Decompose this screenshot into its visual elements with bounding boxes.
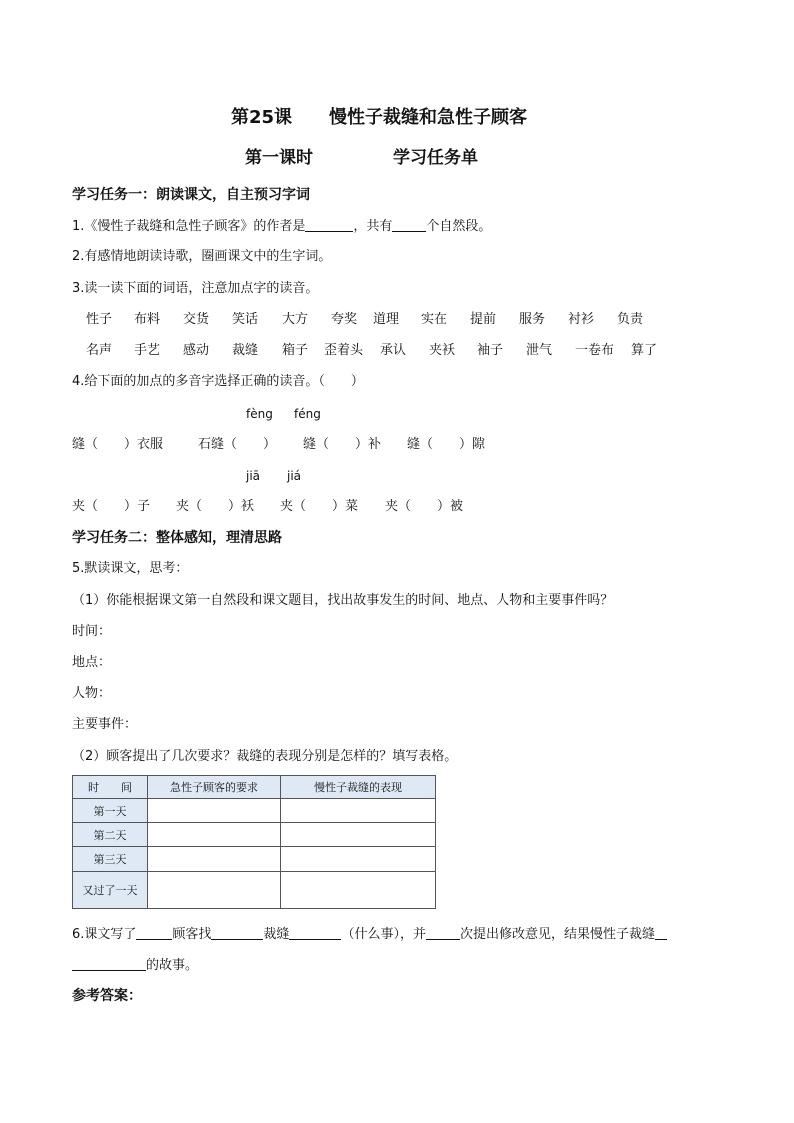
- jia-item: 夹（ ）被: [385, 499, 464, 514]
- table-cell-tailor[interactable]: [281, 872, 436, 909]
- pinyin-feng-4: fèng: [246, 407, 273, 421]
- q6-blank-5a[interactable]: [655, 925, 667, 940]
- table-row-label: 第一天: [73, 799, 148, 823]
- q6-text-a: 6.课文写了: [72, 927, 137, 942]
- q6-text-b: 顾客找: [172, 927, 212, 942]
- jia-item: 夹（ ）菜: [280, 499, 359, 514]
- q6-text-e: 次提出修改意见，结果慢性子裁缝: [459, 927, 655, 942]
- table-cell-customer[interactable]: [148, 799, 281, 823]
- field-time: 时间：: [72, 624, 112, 639]
- q6-blank-3[interactable]: [289, 925, 341, 940]
- vocab-word: 手艺: [134, 343, 161, 358]
- question-3: 3.读一读下面的词语，注意加点字的读音。: [72, 281, 319, 296]
- field-place: 地点：: [72, 655, 112, 670]
- table-header-tailor: 慢性子裁缝的表现: [281, 776, 436, 799]
- vocab-word: 算了: [631, 343, 658, 358]
- vocab-word: 负责: [617, 312, 644, 327]
- vocab-word: 歪着头: [324, 343, 364, 358]
- field-event: 主要事件：: [72, 717, 138, 732]
- vocab-word: 夹袄: [429, 343, 456, 358]
- vocab-word: 箱子: [282, 343, 309, 358]
- question-5-2: （2）顾客提出了几次要求？裁缝的表现分别是怎样的？填写表格。: [72, 749, 458, 764]
- field-people: 人物：: [72, 686, 112, 701]
- vocab-word: 承认: [380, 343, 407, 358]
- question-1: [72, 217, 491, 236]
- q1-text-a: 1.《慢性子裁缝和急性子顾客》的作者是: [72, 219, 306, 234]
- lesson-number: 第25课: [231, 107, 293, 128]
- q6-blank-4[interactable]: [426, 925, 460, 940]
- vocab-word: 布料: [134, 312, 161, 327]
- q1-text-c: 个自然段。: [426, 219, 492, 234]
- lesson-title: 慢性子裁缝和急性子顾客: [329, 107, 527, 128]
- vocab-word: 交货: [183, 312, 210, 327]
- q6-blank-1[interactable]: [136, 925, 172, 940]
- vocab-word: 性子: [86, 312, 113, 327]
- table-cell-tailor[interactable]: [281, 823, 436, 847]
- q1-blank-count[interactable]: [392, 217, 426, 232]
- table-cell-customer[interactable]: [148, 847, 281, 872]
- feng-item: 缝（ ）补: [303, 437, 382, 452]
- pinyin-jia-2: jiá: [287, 469, 302, 483]
- feng-item: 缝（ ）隙: [407, 437, 486, 452]
- vocab-word: 一卷布: [575, 343, 615, 358]
- question-4: 4.给下面的加点的多音字选择正确的读音。（ ）: [72, 374, 364, 389]
- q6-text-f: 的故事。: [146, 958, 199, 973]
- table-header-time: 时 间: [73, 776, 148, 799]
- vocab-word: 服务: [519, 312, 546, 327]
- vocab-word: 袖子: [477, 343, 504, 358]
- table-row-label: 又过了一天: [73, 872, 148, 909]
- jia-item: 夹（ ）袄: [176, 499, 255, 514]
- question-5-1: （1）你能根据课文第一自然段和课文题目，找出故事发生的时间、地点、人物和主要事件吗？: [72, 593, 614, 608]
- vocab-word: 感动: [183, 343, 210, 358]
- table-cell-tailor[interactable]: [281, 799, 436, 823]
- vocab-word: 衬衫: [568, 312, 595, 327]
- question-2: 2.有感情地朗读诗歌，圈画课文中的生字词。: [72, 249, 332, 264]
- vocab-word: 裁缝: [232, 343, 259, 358]
- pinyin-jia-1: jiā: [246, 469, 261, 483]
- table-cell-customer[interactable]: [148, 823, 281, 847]
- vocab-word: 提前: [470, 312, 497, 327]
- feng-item: 缝（ ）衣服: [72, 437, 164, 452]
- q1-blank-author[interactable]: [305, 217, 353, 232]
- question-5: 5.默读课文，思考：: [72, 561, 189, 576]
- vocab-word: 夸奖: [331, 312, 358, 327]
- pinyin-feng-2: féng: [294, 407, 321, 421]
- vocab-word: 笑话: [232, 312, 259, 327]
- vocab-word: 泄气: [526, 343, 553, 358]
- vocab-word: 名声: [86, 343, 113, 358]
- q6-text-d: （什么事），并: [341, 927, 426, 942]
- requests-table: [72, 775, 436, 909]
- table-header-customer: 急性子顾客的要求: [148, 776, 281, 799]
- table-cell-customer[interactable]: [148, 872, 281, 909]
- table-row-label: 第三天: [73, 847, 148, 872]
- sheet-label: 学习任务单: [393, 148, 478, 168]
- jia-item: 夹（ ）子: [72, 499, 151, 514]
- vocab-word: 大方: [282, 312, 309, 327]
- question-6: [72, 925, 667, 944]
- q1-text-b: ，共有: [353, 219, 393, 234]
- period-label: 第一课时: [245, 148, 313, 168]
- task1-heading: 学习任务一：朗读课文，自主预习字词: [72, 187, 310, 203]
- task2-heading: 学习任务二：整体感知，理清思路: [72, 530, 282, 546]
- table-row-label: 第二天: [73, 823, 148, 847]
- q6-blank-2[interactable]: [211, 925, 263, 940]
- question-6-cont: [72, 956, 198, 975]
- feng-item: 石缝（ ）: [198, 437, 277, 452]
- vocab-word: 实在: [421, 312, 448, 327]
- q6-blank-5b[interactable]: [72, 956, 146, 971]
- vocab-word: 道理: [373, 312, 400, 327]
- table-cell-tailor[interactable]: [281, 847, 436, 872]
- answers-heading: 参考答案：: [72, 988, 142, 1004]
- q6-text-c: 裁缝: [263, 927, 290, 942]
